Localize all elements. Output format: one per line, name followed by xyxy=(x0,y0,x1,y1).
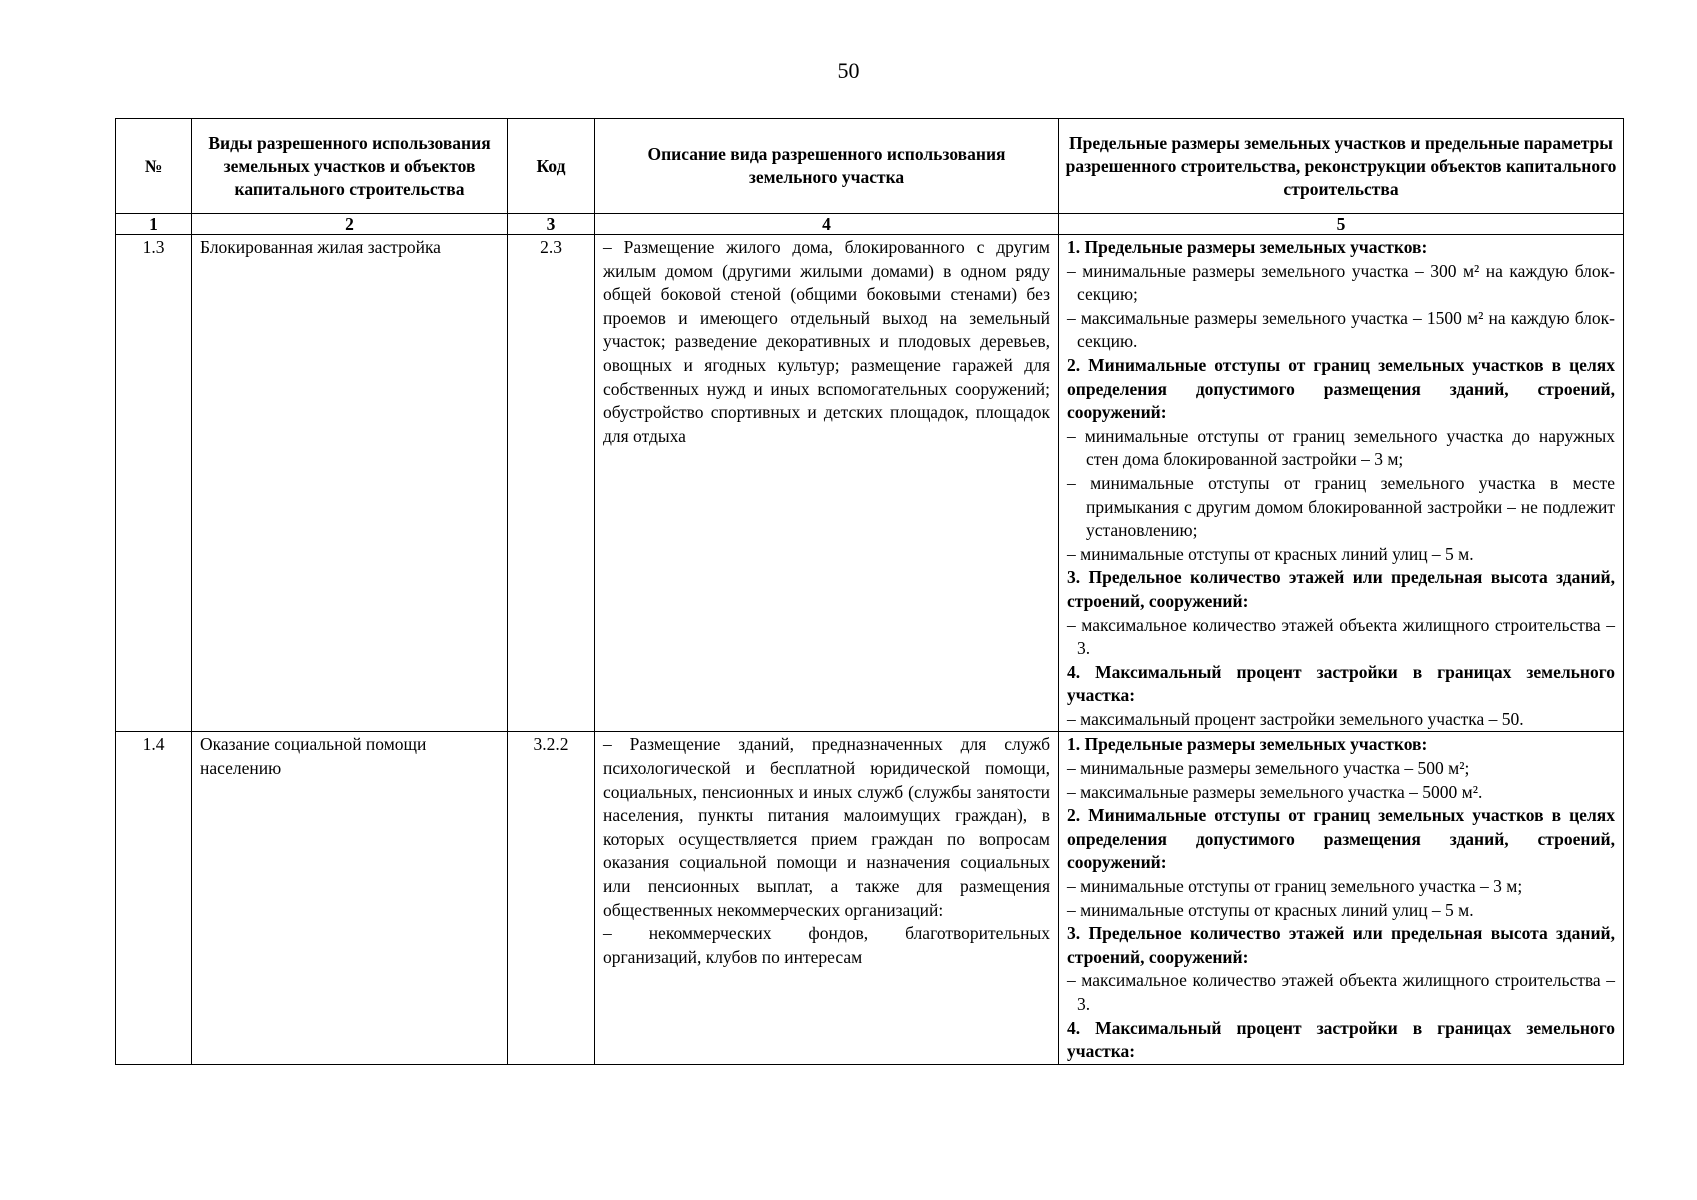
column-number-row xyxy=(116,214,1624,235)
param-item: – минимальные отступы от красных линий улиц – 5 м. xyxy=(1067,543,1474,564)
param-heading: 4. Максимальный процент застройки в границах земельного участка: xyxy=(1067,1017,1615,1062)
param-item: – минимальные отступы от границ земельного участка до наружных стен дома блокированной застройки – 3 м; xyxy=(1067,425,1615,470)
param-item: – минимальные размеры земельного участка – 500 м²; xyxy=(1067,758,1470,779)
table-row xyxy=(116,235,1624,732)
param-item: – минимальные отступы от красных линий улиц – 5 м. xyxy=(1067,899,1474,920)
param-heading: 1. Предельные размеры земельных участков: xyxy=(1067,734,1428,755)
table-header-row xyxy=(116,119,1624,214)
row-number: 1.3 xyxy=(116,235,192,732)
param-heading: 1. Предельные размеры земельных участков: xyxy=(1067,237,1428,257)
param-item: – максимальное количество этажей объекта жилищного строительства – 3. xyxy=(1067,614,1615,659)
param-item: – максимальный процент застройки земельного участка – 50. xyxy=(1067,708,1524,729)
description-paragraph: – некоммерческих фондов, благотворительных организаций, клубов по интересам xyxy=(603,923,1050,967)
table-row xyxy=(116,732,1624,1064)
header-parameters: Предельные размеры земельных участков и предельные параметры разрешенного строительства, реконструкции объектов капитального строительства xyxy=(1059,119,1624,214)
header-description: Описание вида разрешенного использования земельного участка xyxy=(595,119,1059,214)
row-description xyxy=(595,235,1059,732)
row-code: 2.3 xyxy=(508,235,595,732)
param-heading: 2. Минимальные отступы от границ земельных участков в целях определения допустимого размещения зданий, строений, сооружений: xyxy=(1067,354,1615,423)
header-usage-type: Виды разрешенного использования земельных участков и объектов капитального строительства xyxy=(192,119,508,214)
column-number: 1 xyxy=(116,214,192,235)
column-number: 4 xyxy=(595,214,1059,235)
param-item: – минимальные отступы от границ земельного участка в месте примыкания с другим домом блокированной застройки – не подлежит установлению; xyxy=(1067,472,1615,541)
description-paragraph: – Размещение жилого дома, блокированного с другим жилым домом (другими жилыми домами) в одном ряду общей боковой стеной (общими боковыми стенами) без проемов и имеющего отдельный выход на земельный участок; разведение декоративных и плодовых деревьев, овощных и ягодных культур; размещение гаражей для собственных нужд и иных вспомогательных сооружений; обустройство спортивных и детских площадок, площадок для отдыха xyxy=(603,237,1050,446)
param-item: – минимальные размеры земельного участка – 300 м² на каждую блок-секцию; xyxy=(1067,260,1615,305)
header-code: Код xyxy=(508,119,595,214)
row-description xyxy=(595,732,1059,1064)
row-code: 3.2.2 xyxy=(508,732,595,1064)
land-use-table xyxy=(115,118,1624,1065)
row-parameters xyxy=(1059,235,1624,732)
page-number: 50 xyxy=(837,58,860,83)
param-item: – минимальные отступы от границ земельного участка – 3 м; xyxy=(1067,876,1523,897)
param-item: – максимальное количество этажей объекта жилищного строительства – 3. xyxy=(1067,970,1615,1014)
row-usage-type: Оказание социальной помощи населению xyxy=(192,732,508,1064)
header-number: № xyxy=(116,119,192,214)
param-heading: 2. Минимальные отступы от границ земельных участков в целях определения допустимого размещения зданий, строений, сооружений: xyxy=(1067,805,1615,873)
param-heading: 3. Предельное количество этажей или предельная высота зданий, строений, сооружений: xyxy=(1067,567,1615,611)
column-number: 5 xyxy=(1059,214,1624,235)
param-item: – максимальные размеры земельного участка – 5000 м². xyxy=(1067,781,1483,802)
description-paragraph: – Размещение зданий, предназначенных для служб психологической и бесплатной юридической помощи, социальных, пенсионных и иных служб (службы занятости населения, пункты питания малоимущих граждан), в которых осуществляется прием граждан по вопросам оказания социальной помощи и назначения социальных или пенсионных выплат, а также для размещения общественных некоммерческих организаций: xyxy=(603,734,1050,920)
param-heading: 3. Предельное количество этажей или предельная высота зданий, строений, сооружений: xyxy=(1067,923,1615,967)
column-number: 2 xyxy=(192,214,508,235)
row-number: 1.4 xyxy=(116,732,192,1064)
column-number: 3 xyxy=(508,214,595,235)
param-item: – максимальные размеры земельного участка – 1500 м² на каждую блок-секцию. xyxy=(1067,307,1615,352)
row-parameters xyxy=(1059,732,1624,1064)
param-heading: 4. Максимальный процент застройки в границах земельного участка: xyxy=(1067,661,1615,706)
row-usage-type: Блокированная жилая застройка xyxy=(192,235,508,732)
